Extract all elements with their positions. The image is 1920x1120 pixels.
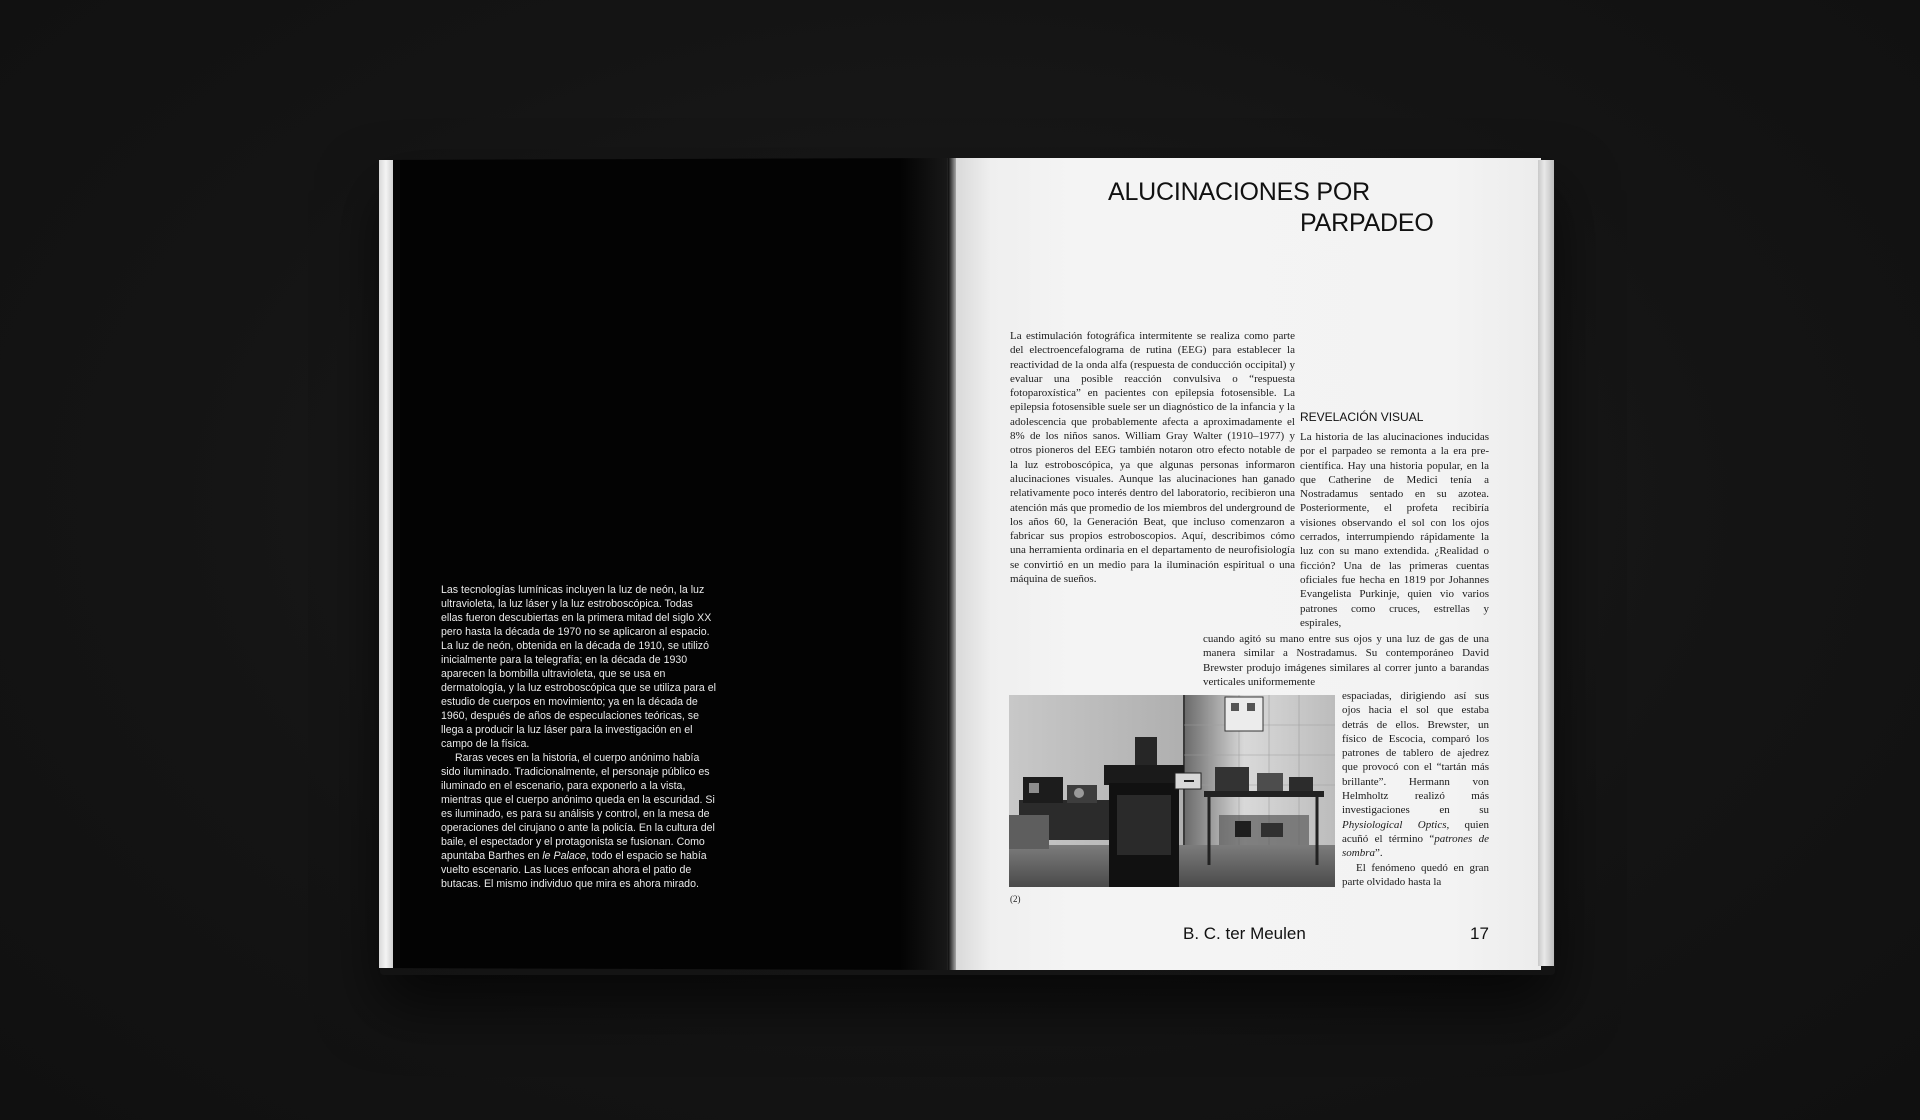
wide-text-block <box>1203 632 1489 689</box>
left-page-edge <box>379 160 393 968</box>
intro-column <box>1010 329 1295 586</box>
section-heading: REVELACIÓN VISUAL <box>1300 410 1424 424</box>
left-paragraph-2-text: Raras veces en la historia, el cuerpo anónimo había sido iluminado. Tradicionalmente, el personaje público es iluminado en el escenario, para exponerlo a la vista, mientras que el cuerpo anónimo queda en la escuridad. Si es iluminado, es para su análisis y control, en la mesa de operaciones del cirujano o ante la policía. En la cultura del baile, el espectador y el protagonista se fusionan. Como apuntaba Barthes en <box>441 752 715 862</box>
section-paragraph: La historia de las alucinaciones inducidas por el parpadeo se remonta a la era pre-científica. Hay una historia popular, en la que Catherine de Medici tenía a Nostradamus sentado en su azotea. Posteriormente, el profeta recibiría visiones observando el sol con los ojos cerrados, interrumpiendo rápidamente la luz con su mano extendida. ¿Realidad o ficción? Una de las primeras cuentas oficiales fue hecha en 1819 por Johannes Evangelista Purkinje, quien vio varios patrones como cruces, estrellas y espirales, <box>1300 431 1489 629</box>
article-title-line1: ALUCINACIONES POR <box>1108 178 1370 206</box>
narrow-column <box>1342 689 1489 889</box>
narrow-paragraph-2: El fenómeno quedó en gran parte olvidado hasta la <box>1342 861 1489 888</box>
lab-equipment-photo <box>1009 695 1335 887</box>
left-paragraph-2 <box>441 751 717 891</box>
narrow-text-a: espaciadas, dirigiendo así sus ojos hacia el sol que estaba detrás de ellos. Brewster, un físico de Escocia, comparó los patrones de tablero de ajedrez que provocó con el “tartán más brillante”. Hermann von Helmholtz realizó más investigaciones en su <box>1342 690 1489 817</box>
left-paragraph-2-italic: le Palace <box>542 850 586 862</box>
photo-caption: (2) <box>1010 894 1021 904</box>
left-paragraph-1: Las tecnologías lumínicas incluyen la luz de neón, la luz ultravioleta, la luz láser y la luz estroboscópica. Todas ellas fueron descubiertas en la primera mitad del siglo XX pero hasta la década de 1970 no se aplicaron al espacio. La luz de neón, obtenida en la década de 1910, se utilizó inicialmente para la telegrafía; en la década de 1930 aparecen la bombilla ultravioleta, que se usa en dermatología, y la luz estroboscópica que se utiliza para el estudio de cuerpos en movimiento; ya en la década de 1960, después de años de especulaciones teóricas, se llega a producir la luz láser para la investigación en el campo de la física. <box>441 584 717 750</box>
left-gutter-shade <box>900 158 950 970</box>
narrow-italic-b: patrones de sombra <box>1342 832 1489 860</box>
left-paragraph-2-end: , todo el espacio se había vuelto escenario. Las luces enfocan ahora el patio de butacas. El mismo individuo que mira es ahora mirado. <box>441 850 707 890</box>
article-title-line2: PARPADEO <box>1300 209 1434 237</box>
intro-paragraph: La estimulación fotográfica intermitente se realiza como parte del electroencefalograma de rutina (EEG) para establecer la reactividad de la onda alfa (respuesta de conducción occipital) y evaluar una posible reacción convulsiva o “respuesta fotoparoxística” en pacientes con epilepsia fotosensible. La epilepsia fotosensible suele ser un diagnóstico de la infancia y la adolescencia que probablemente afecta a aproximadamente el 8% de los niños sanos. William Gray Walter (1910–1977) y otros pioneros del EEG también notaron otro efecto notable de la luz estroboscópica, ya que algunas personas informaron alucinaciones visuales. Aunque las alucinaciones han ganado relativamente poco interés dentro del laboratorio, recibieron una atención más que promedio de los miembros del underground de los años 60, la Generación Beat, que incluso comenzaron a fabricar sus propios estroboscopios. Aquí, describimos cómo una herramienta ordinaria en el departamento de neurofisiología se convirtió en un medio para la iluminación espiritual o una máquina de sueños. <box>1010 330 1295 586</box>
narrow-paragraph-1 <box>1342 689 1489 861</box>
left-page-body <box>441 583 717 891</box>
narrow-italic-a: Physiological Optics, <box>1342 818 1450 831</box>
narrow-text-b: quien acuñó el término “ <box>1342 818 1489 845</box>
narrow-text-c: ”. <box>1375 847 1383 860</box>
page-number: 17 <box>1470 924 1489 943</box>
wide-paragraph: cuando agitó su mano entre sus ojos y una luz de gas de una manera similar a Nostradamus. Su contemporáneo David Brewster produjo imágenes similares al correr junto a barandas verticales uniformemente <box>1203 633 1489 688</box>
lab-photo-graphic <box>1009 695 1335 887</box>
right-page-edge <box>1538 160 1554 966</box>
section-column <box>1300 430 1489 630</box>
footer-author: B. C. ter Meulen <box>1183 924 1306 943</box>
